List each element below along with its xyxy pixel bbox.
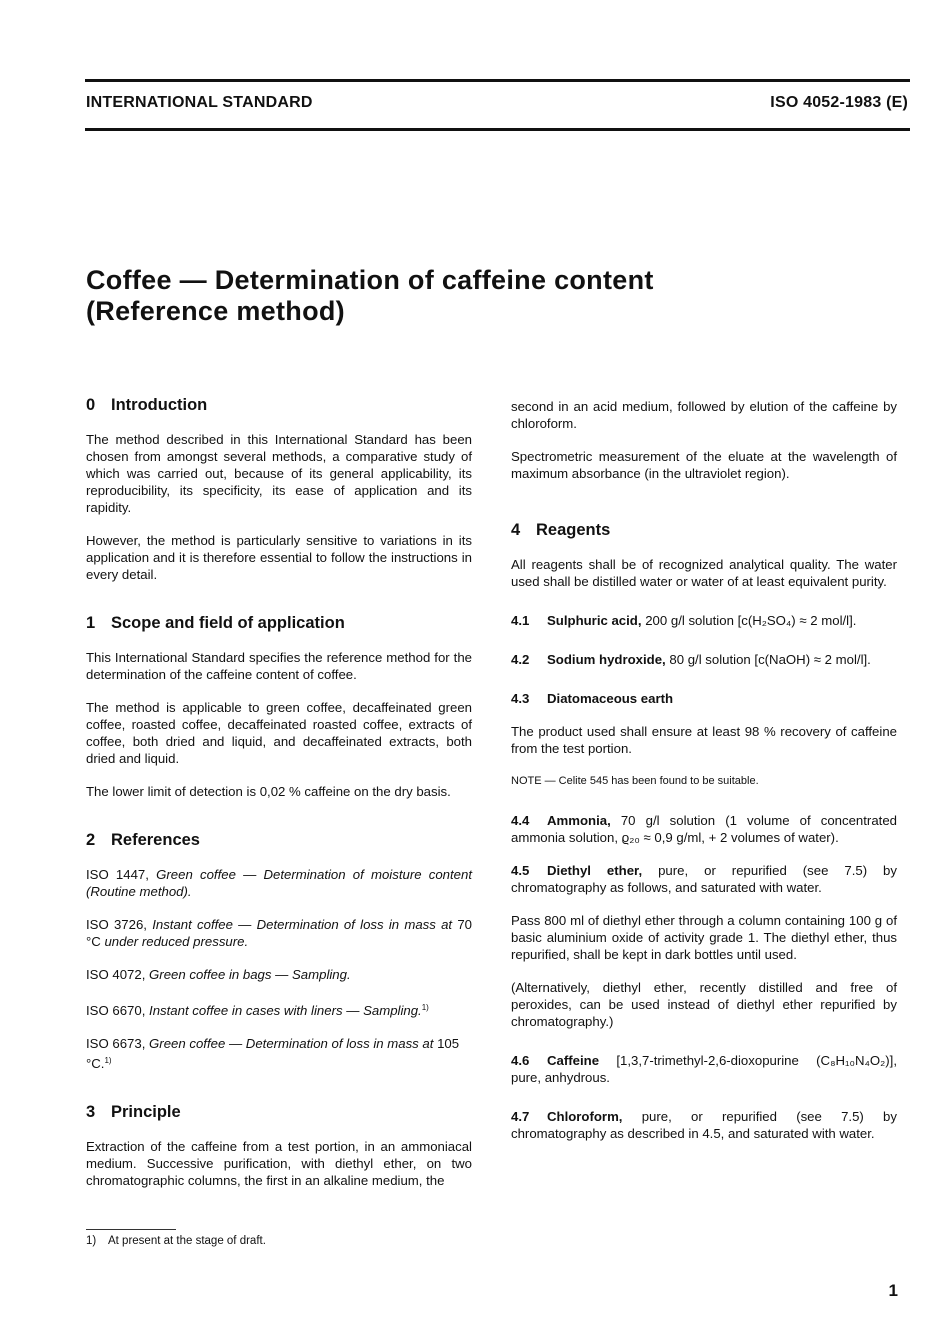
reagents-paragraph: All reagents shall be of recognized analytical quality. The water used shall be distilled water or water of at least equivalent purity.: [511, 557, 897, 589]
section-heading-principle: 3 Principle: [86, 1103, 181, 1121]
footnote-ref[interactable]: 1): [104, 1056, 112, 1065]
reagent-4-5: 4.5 Diethyl ether, pure, or repurified (see 7.5) by chromatography as follows, and saturated with water.: [511, 863, 897, 895]
footnote-ref[interactable]: 1): [421, 1003, 429, 1012]
scope-paragraph-3: The lower limit of detection is 0,02 % caffeine on the dry basis.: [86, 784, 451, 799]
scope-paragraph-2: The method is applicable to green coffee, decaffeinated green coffee, roasted coffee, decaffeinated roasted coffee, extracts of coffee, both dried and liquid, and decaffeinated extracts, both dried and liquid.: [86, 700, 472, 766]
reagent-4-5-body-2: (Alternatively, diethyl ether, recently distilled and free of peroxides, can be used instead of diethyl ether repurified by chromatography.): [511, 980, 897, 1029]
document-title: [86, 265, 786, 327]
reference-item: ISO 1447, Green coffee — Determination of moisture content (Routine method).: [86, 867, 473, 899]
title-line-1: Coffee — Determination of caffeine content: [86, 265, 654, 295]
intro-paragraph-2: However, the method is particularly sensitive to variations in its application and it is therefore essential to follow the instructions in every detail.: [86, 533, 472, 582]
reference-item: ISO 6673, Green coffee — Determination of loss in mass at 105 °C.$^{1)}$: [86, 1036, 460, 1071]
reagent-4-4: 4.4 Ammonia, 70 g/l solution (1 volume of concentrated ammonia solution, ϱ₂₀ ≈ 0,9 g/ml, + 2 volumes of water).: [511, 813, 897, 845]
principle-paragraph-1-continued: second in an acid medium, followed by elution of the caffeine by chloroform.: [511, 399, 897, 431]
reference-item: ISO 3726, Instant coffee — Determination of loss in mass at 70 °C under reduced pressure.: [86, 917, 473, 949]
title-line-2: (Reference method): [86, 296, 345, 326]
reagent-4-1: 4.1 Sulphuric acid, 200 g/l solution [c(H₂SO₄) ≈ 2 mol/l].: [511, 613, 857, 628]
header-top-rule: [85, 79, 910, 82]
reagent-4-3: 4.3 Diatomaceous earth: [511, 691, 674, 706]
reagent-4-3-body: The product used shall ensure at least 98 % recovery of caffeine from the test portion.: [511, 724, 897, 756]
left-column: [86, 395, 472, 1205]
section-heading-references: 2 References: [86, 831, 200, 849]
footnote: [86, 1235, 266, 1247]
reference-item: ISO 4072, Green coffee in bags — Sampling.: [86, 967, 351, 982]
reagent-4-2: 4.2 Sodium hydroxide, 80 g/l solution [c(NaOH) ≈ 2 mol/l].: [511, 652, 871, 667]
page-number: 1: [888, 1281, 898, 1300]
document-type: INTERNATIONAL STANDARD: [86, 94, 313, 111]
section-heading-scope: 1 Scope and field of application: [86, 614, 345, 632]
reagent-4-5-body: Pass 800 ml of diethyl ether through a column containing 100 g of basic aluminium oxide of activity grade 1. The diethyl ether, thus repurified, shall be kept in dark bottles until used.: [511, 913, 897, 962]
reference-item: ISO 6670, Instant coffee in cases with liners — Sampling.$^{1)}$: [86, 1003, 429, 1018]
footnote-mark: 1): [86, 1235, 97, 1247]
reagent-4-7: 4.7 Chloroform, pure, or repurified (see 7.5) by chromatography as described in 4.5, and saturated with water.: [511, 1109, 897, 1141]
footnote-text: At present at the stage of draft.: [108, 1235, 266, 1247]
document-number: ISO 4052-1983 (E): [770, 94, 908, 111]
principle-paragraph-1: Extraction of the caffeine from a test portion, in an ammoniacal medium. Successive purification, with diethyl ether, on two chromatographic columns, the first in an alkaline medium, the: [86, 1139, 472, 1188]
header-bottom-rule: [85, 128, 910, 131]
footnote-divider: [86, 1229, 176, 1230]
reagent-4-6: 4.6 Caffeine [1,3,7-trimethyl-2,6-dioxopurine (C₈H₁₀N₄O₂)], pure, anhydrous.: [511, 1053, 897, 1085]
section-heading-reagents: 4 Reagents: [511, 521, 611, 539]
section-heading-introduction: 0 Introduction: [86, 396, 208, 414]
principle-paragraph-2: Spectrometric measurement of the eluate at the wavelength of maximum absorbance (in the ultraviolet region).: [511, 449, 897, 481]
reagent-4-3-note: NOTE — Celite 545 has been found to be suitable.: [511, 775, 759, 787]
scope-paragraph-1: This International Standard specifies the reference method for the determination of the caffeine content of coffee.: [86, 650, 472, 682]
right-column: [511, 398, 897, 1158]
intro-paragraph-1: The method described in this International Standard has been chosen from amongst several methods, a comparative study of which was carried out, because of its general applicability, its reproducibility, its specificity, its ease of application and its rapidity.: [86, 432, 472, 515]
